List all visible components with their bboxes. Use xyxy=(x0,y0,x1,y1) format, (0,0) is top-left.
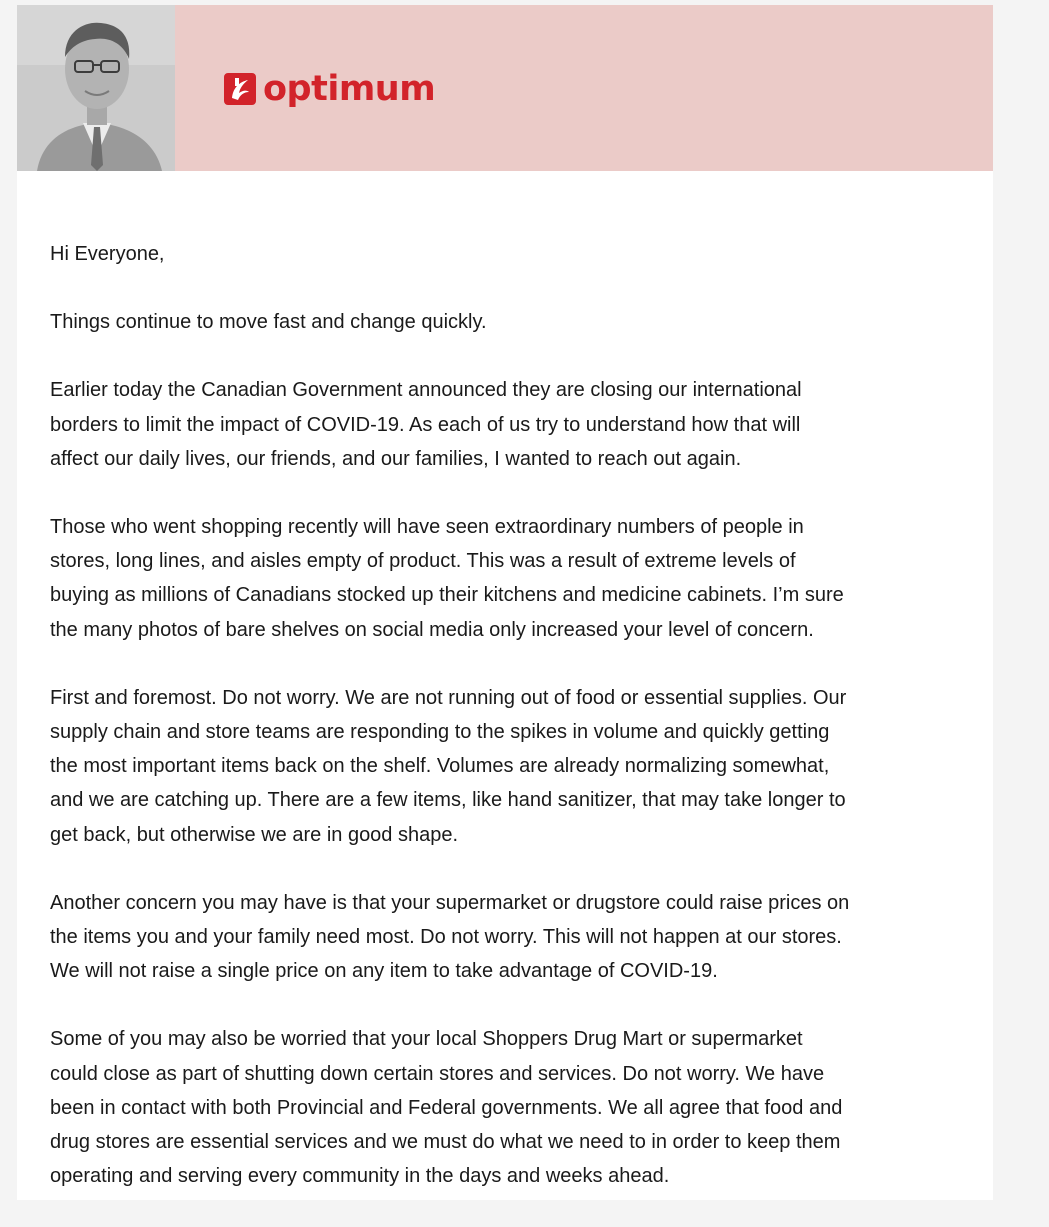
email-paragraph: Earlier today the Canadian Government announced they are closing our international borders to limit the impact of COVID-19. As each of us try to understand how that will affect our daily lives, our friends, and our families, I wanted to reach out again. xyxy=(50,379,802,470)
portrait-image xyxy=(17,5,175,171)
email-paragraph: Some of you may also be worried that your local Shoppers Drug Mart or supermarket could close as part of shutting down certain stores and services. Do not worry. We have been in contact with both Provincial and Federal governments. We all agree that food and drug stores are essential services and we must do what we need to in order to keep them operating and serving every community in the days and weeks ahead. xyxy=(50,1028,843,1188)
sender-portrait-photo xyxy=(17,5,175,171)
email-header-banner xyxy=(17,5,993,171)
email-body xyxy=(50,237,980,1227)
email-paragraph: Things continue to move fast and change quickly. xyxy=(50,311,487,334)
email-greeting: Hi Everyone, xyxy=(50,243,165,265)
email-paragraph: First and foremost. Do not worry. We are not running out of food or essential supplies. Our supply chain and store teams are responding to the spikes in volume and quickly getting the most important items back on the shelf. Volumes are already normalizing somewhat, and we are catching up. There are a few items, like hand sanitizer, that may take longer to get back, but otherwise we are in good shape. xyxy=(50,686,847,846)
pc-optimum-mark-icon xyxy=(223,72,257,106)
email-paragraph: Those who went shopping recently will have seen extraordinary numbers of people in stores, long lines, and aisles empty of product. This was a result of extreme levels of buying as millions of Canadians stocked up their kitchens and medicine cabinets. I’m sure the many photos of bare shelves on social media only increased your level of concern. xyxy=(50,516,844,641)
logo-wordmark: optimum xyxy=(263,69,436,109)
email-card xyxy=(17,5,993,1200)
email-paragraph: Another concern you may have is that your supermarket or drugstore could raise prices on the items you and your family need most. Do not worry. This will not happen at our stores. We will not raise a single price on any item to take advantage of COVID-19. xyxy=(50,891,850,983)
optimum-logo xyxy=(223,67,435,111)
